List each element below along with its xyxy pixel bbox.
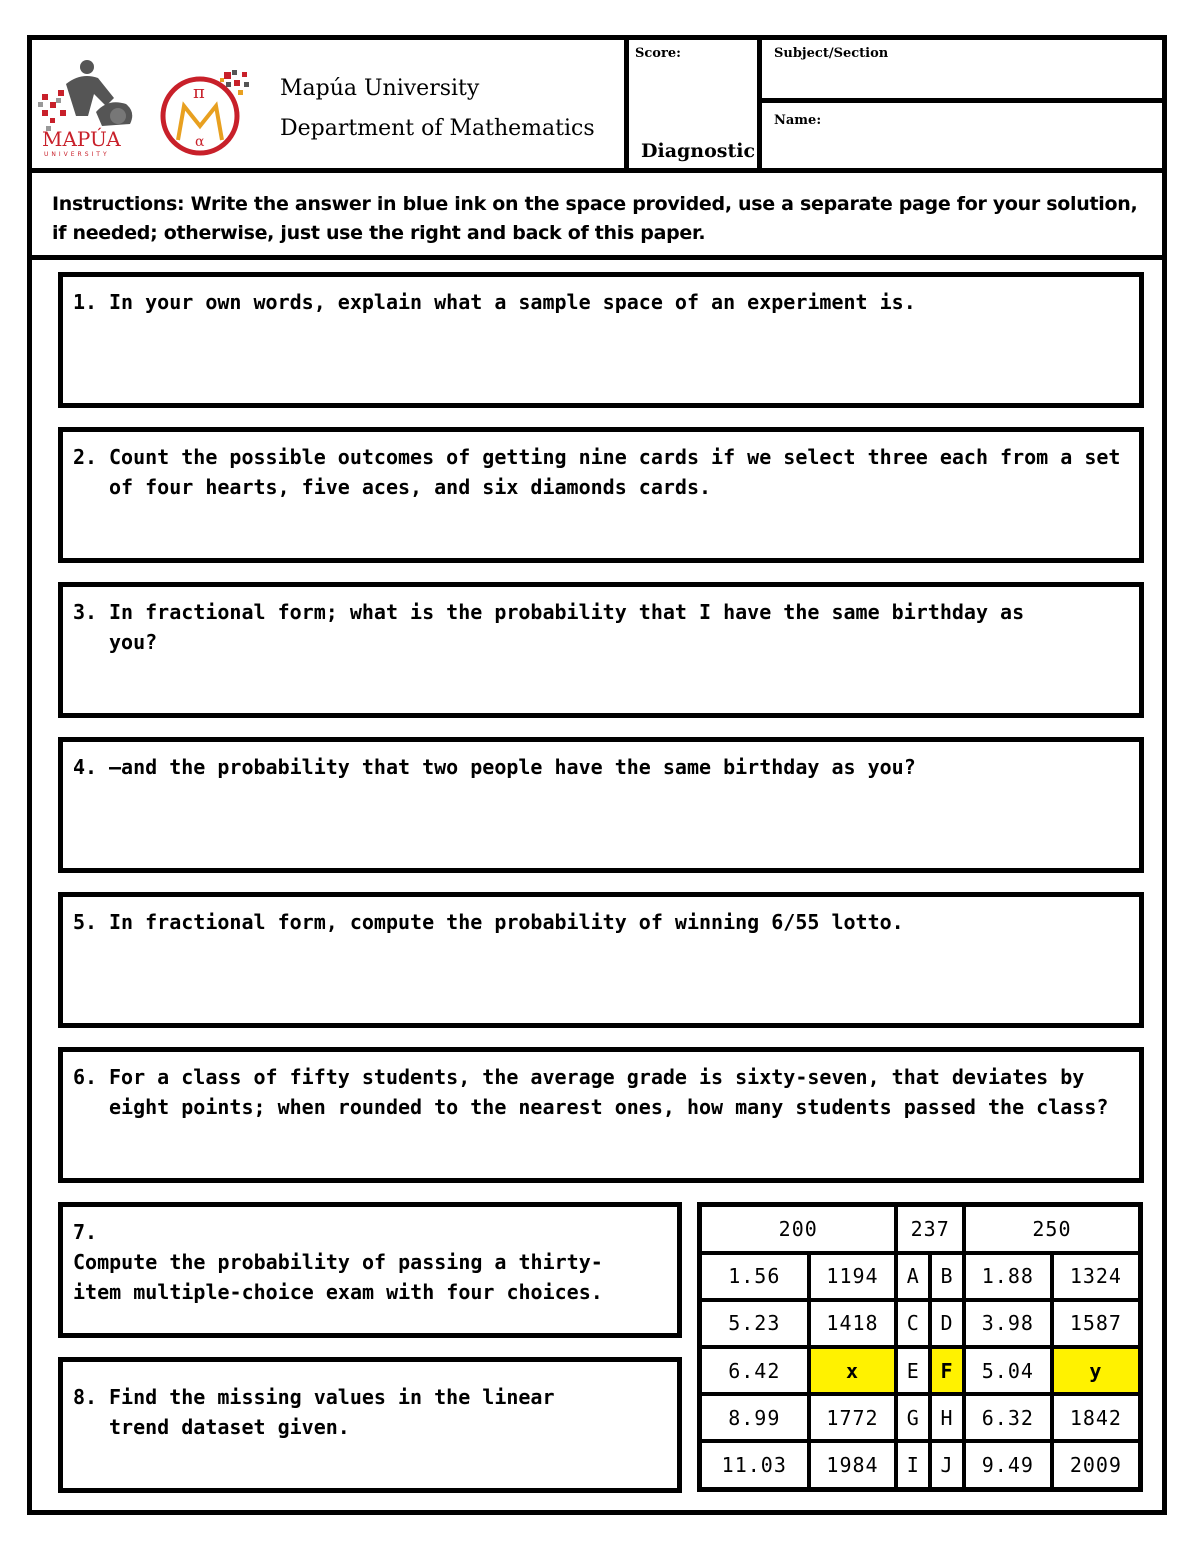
table-cell: 1324 (1052, 1253, 1141, 1300)
table-cell: A (896, 1253, 930, 1300)
table-row (700, 1394, 1141, 1441)
table-cell: G (896, 1394, 930, 1441)
svg-text:MAPÚA: MAPÚA (42, 127, 121, 151)
question-6-box[interactable] (58, 1047, 1144, 1183)
question-text: —and the probability that two people have the same birthday as you? (109, 755, 916, 779)
header-cell: 237 (896, 1205, 963, 1253)
question-2-box[interactable] (58, 427, 1144, 563)
table-cell: 1.56 (700, 1253, 809, 1300)
table-cell: 5.04 (964, 1347, 1052, 1394)
math-department-logo (160, 68, 252, 160)
table-row (700, 1441, 1141, 1489)
table-cell: 2009 (1052, 1441, 1141, 1489)
svg-text:π: π (193, 82, 205, 103)
score-label: Score: (635, 46, 681, 61)
highlighted-cell: F (930, 1347, 964, 1394)
question-number: 8. (73, 1385, 98, 1409)
question-text: For a class of fifty students, the average grade is sixty-seven, that deviates by eight points; when rounded to the nearest ones, how many students passed the class? (109, 1065, 1109, 1119)
header-cell: 200 (700, 1205, 897, 1253)
mapua-university-logo (36, 54, 148, 158)
table-cell: C (896, 1300, 930, 1347)
table-cell: 1984 (809, 1441, 897, 1489)
subject-section-label: Subject/Section (774, 46, 889, 61)
table-cell: 1418 (809, 1300, 897, 1347)
diagnostic-label: Diagnostic (641, 140, 756, 162)
exam-sheet (27, 35, 1167, 1515)
question-number: 4. (73, 755, 98, 779)
name-label: Name: (774, 113, 822, 128)
question-number: 5. (73, 910, 98, 934)
table-cell: 3.98 (964, 1300, 1052, 1347)
header (32, 40, 1162, 173)
table-cell: 1772 (809, 1394, 897, 1441)
table-cell: H (930, 1394, 964, 1441)
table-cell: E (896, 1347, 930, 1394)
table-cell: I (896, 1441, 930, 1489)
university-name: Mapúa University (280, 76, 480, 101)
question-5-box[interactable] (58, 892, 1144, 1028)
table-row (700, 1300, 1141, 1347)
question-number: 6. (73, 1065, 98, 1089)
missing-value-x-cell[interactable]: x (809, 1347, 897, 1394)
question-text: Find the missing values in the linear trend dataset given. (109, 1385, 555, 1439)
logo-area (32, 40, 622, 168)
question-4-box[interactable] (58, 737, 1144, 873)
question-1-box[interactable] (58, 272, 1144, 408)
table-row (700, 1347, 1141, 1394)
header-cell: 250 (964, 1205, 1141, 1253)
table-cell: 6.42 (700, 1347, 809, 1394)
svg-text:α: α (195, 134, 205, 150)
question-number: 3. (73, 600, 98, 624)
question-3-box[interactable] (58, 582, 1144, 718)
question-text: Count the possible outcomes of getting nine cards if we select three each from a set of four hearts, five aces, and six diamonds cards. (109, 445, 1121, 499)
question-text: In fractional form; what is the probability that I have the same birthday as you? (109, 600, 1025, 654)
department-name: Department of Mathematics (280, 116, 595, 141)
table-cell: 5.23 (700, 1300, 809, 1347)
table-cell: 6.32 (964, 1394, 1052, 1441)
linear-trend-table (697, 1202, 1143, 1492)
table-cell: 9.49 (964, 1441, 1052, 1489)
table-cell: 1.88 (964, 1253, 1052, 1300)
missing-value-y-cell[interactable]: y (1052, 1347, 1141, 1394)
question-text: In fractional form, compute the probability of winning 6/55 lotto. (109, 910, 904, 934)
table-cell: D (930, 1300, 964, 1347)
table-cell: 1587 (1052, 1300, 1141, 1347)
table-cell: 1194 (809, 1253, 897, 1300)
question-8-box[interactable] (58, 1357, 682, 1493)
table-row (700, 1253, 1141, 1300)
subject-section-field[interactable] (762, 40, 1162, 103)
question-number: 1. (73, 290, 98, 314)
question-number: 2. (73, 445, 98, 469)
table-cell: 8.99 (700, 1394, 809, 1441)
svg-text:UNIVERSITY: UNIVERSITY (44, 151, 110, 158)
table-header-row (700, 1205, 1141, 1253)
score-box[interactable] (624, 40, 762, 168)
table-cell: 1842 (1052, 1394, 1141, 1441)
question-text: Compute the probability of passing a thirty-item multiple-choice exam with four choices. (73, 1250, 603, 1304)
linear-trend-table-wrap (697, 1202, 1143, 1492)
name-field[interactable] (762, 103, 1162, 168)
table-cell: B (930, 1253, 964, 1300)
question-number: 7. (73, 1220, 98, 1244)
question-text: In your own words, explain what a sample space of an experiment is. (109, 290, 916, 314)
table-cell: J (930, 1441, 964, 1489)
question-7-box[interactable] (58, 1202, 682, 1338)
table-cell: 11.03 (700, 1441, 809, 1489)
instructions: Instructions: Write the answer in blue ink on the space provided, use a separate page for your solution, if needed; otherwise, just use the right and back of this paper. (32, 168, 1162, 260)
